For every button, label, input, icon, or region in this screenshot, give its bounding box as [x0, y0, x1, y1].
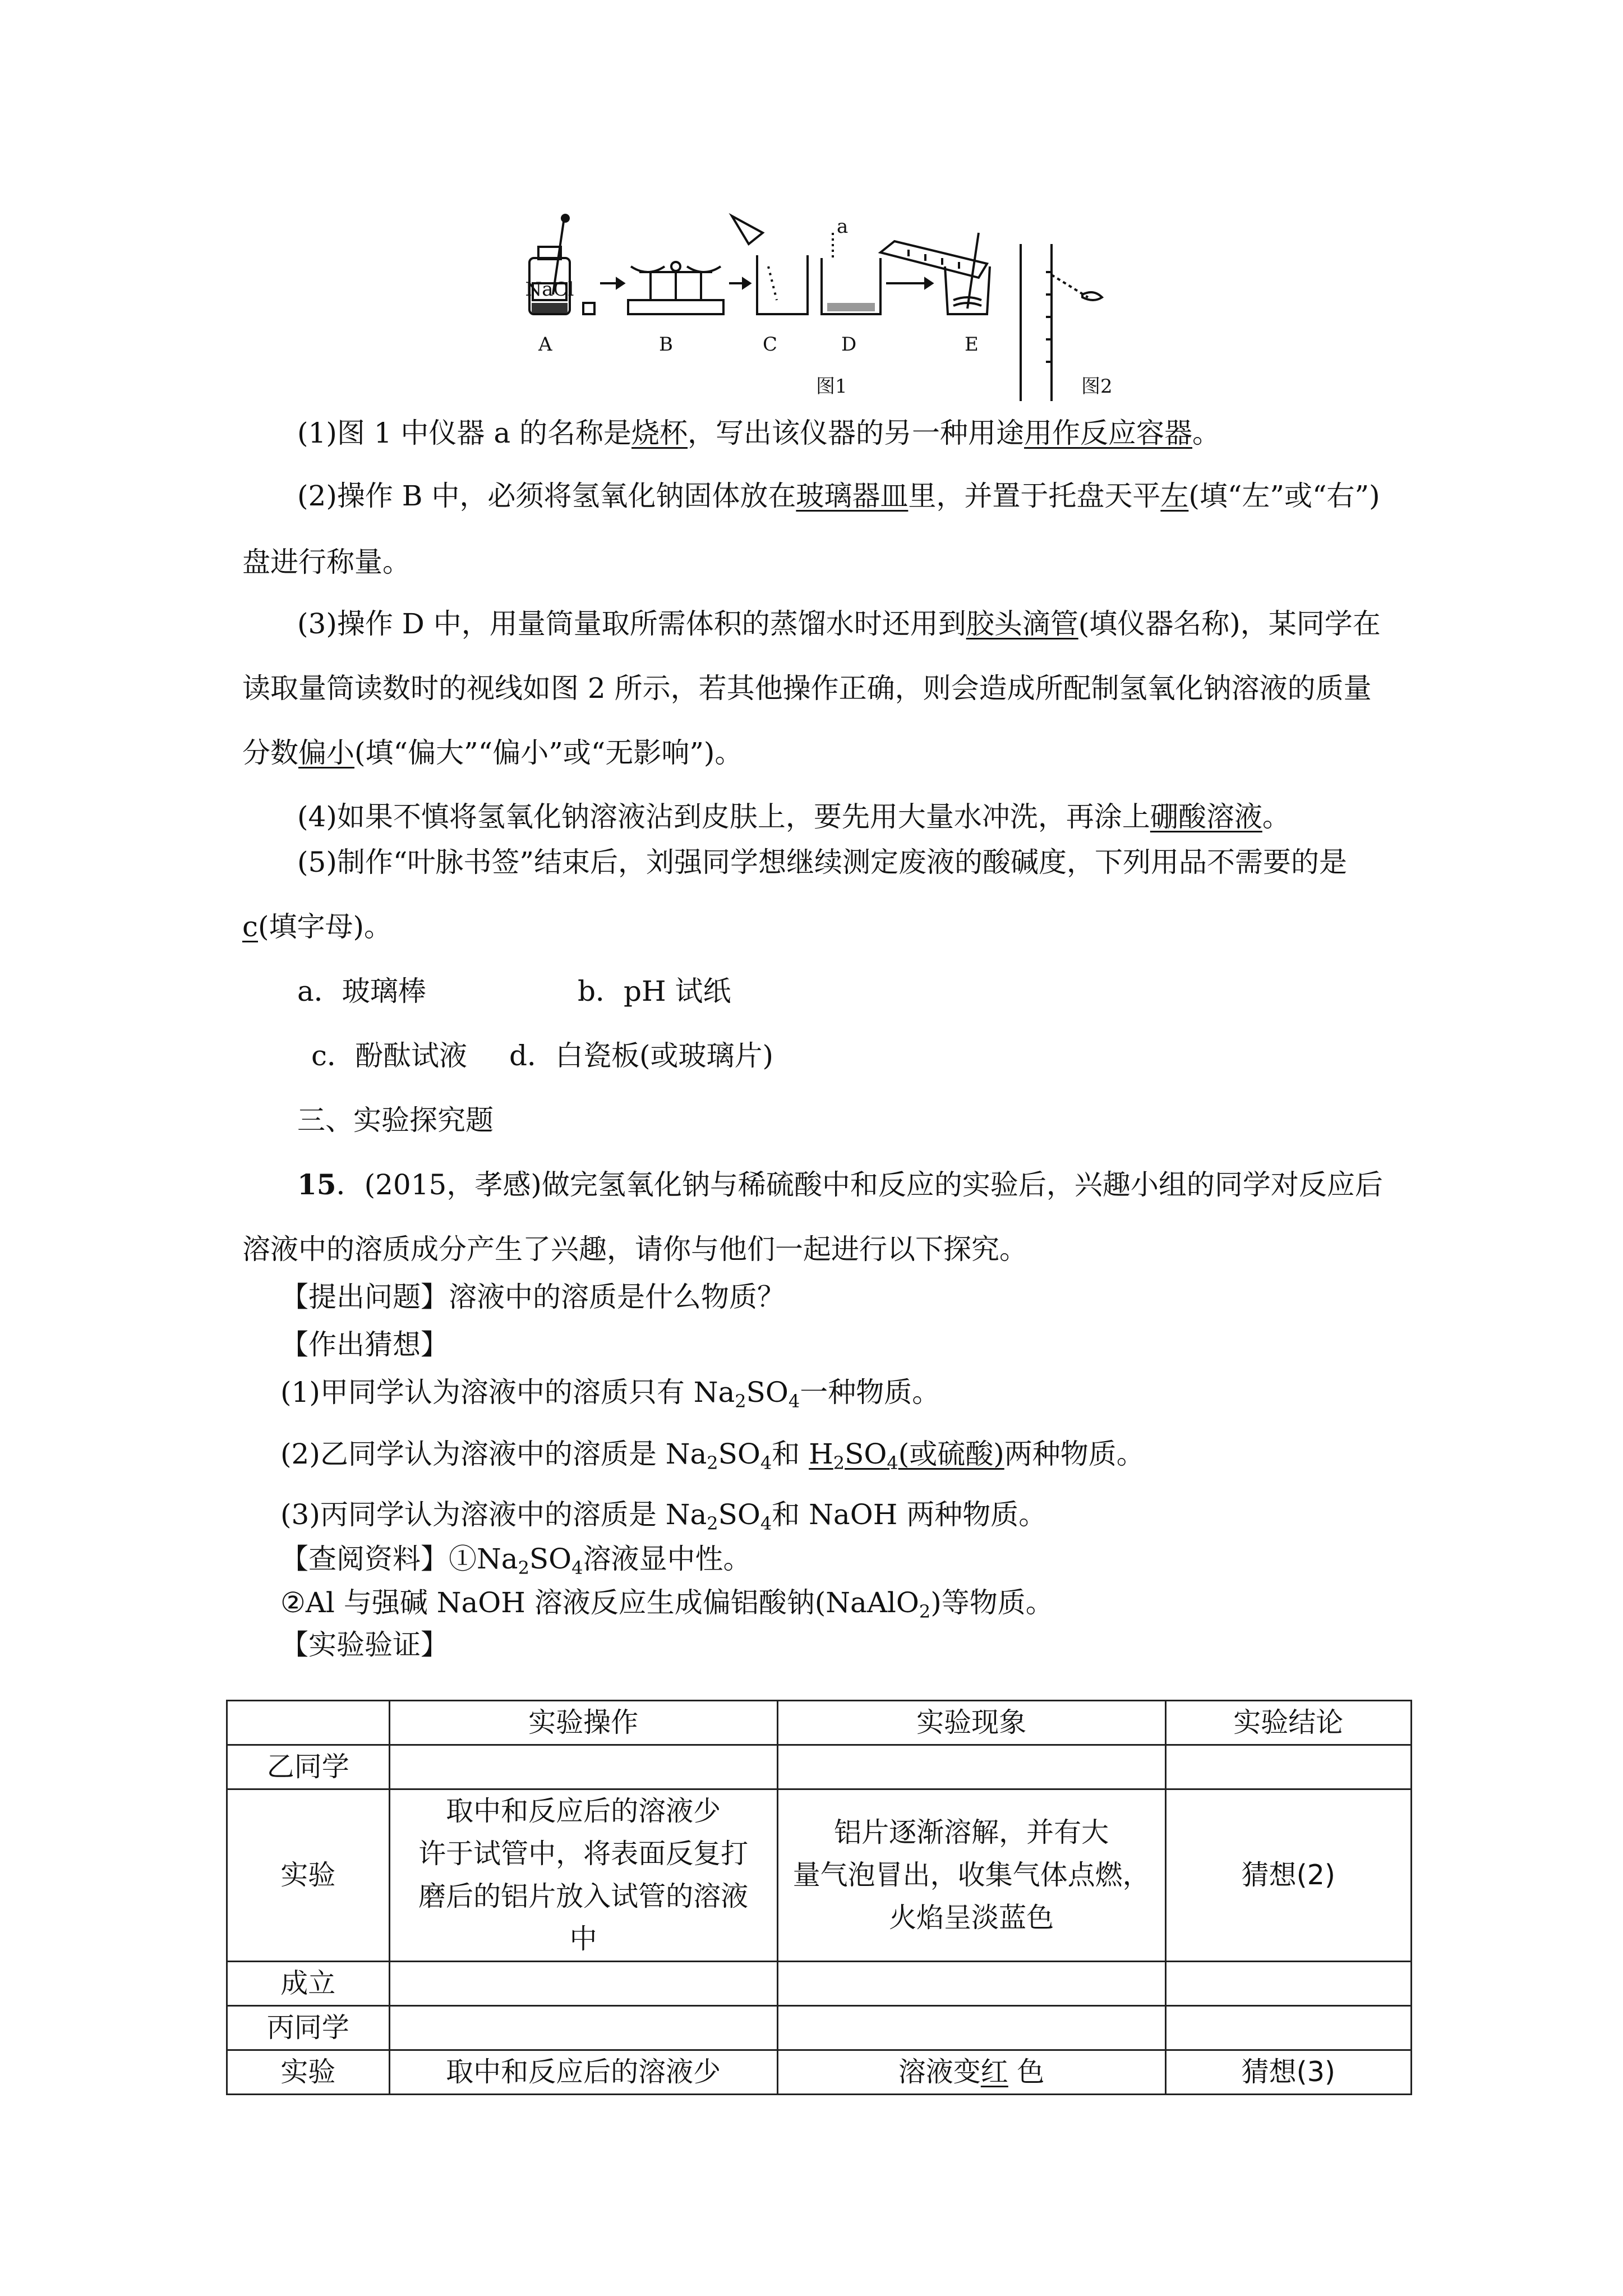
figure-e-beaker: [945, 233, 990, 314]
figure-a-pointer: a: [837, 215, 849, 238]
option-c: c．酚酞试液: [311, 1039, 468, 1072]
apparatus-figure: [522, 210, 1166, 407]
table-cell-conclusion: 猜想(2): [1165, 1789, 1411, 1962]
table-row: [227, 1962, 1412, 2006]
answer-guess-2: $H_2SO_4$(或硫酸): [809, 1438, 1004, 1474]
answer-2b: 左: [1160, 480, 1189, 512]
answer-color: 红: [980, 2056, 1008, 2088]
question-3-line2: 读取量筒读数时的视线如图 2 所示，若其他操作正确，则会造成所配制氢氧化钠溶液的质量: [242, 672, 1372, 705]
table-header: 实验结论: [1165, 1701, 1411, 1745]
option-d: d．白瓷板(或玻璃片): [509, 1039, 774, 1072]
table-row: [227, 2050, 1412, 2095]
figure-2-caption: 图2: [1081, 375, 1113, 398]
guess-3: (3)丙同学认为溶液中的溶质是 $Na_2SO_4$和 NaOH 两种物质。: [280, 1498, 1047, 1534]
nacl-label: NaCl: [525, 278, 574, 301]
question-2-line2: 盘进行称量。: [242, 546, 411, 578]
table-cell-operation: 取中和反应后的溶液少: [389, 2050, 777, 2095]
guess-1: (1)甲同学认为溶液中的溶质只有 $Na_2SO_4$一种物质。: [280, 1376, 940, 1412]
figure-label-e: E: [965, 333, 979, 356]
table-row: [227, 1789, 1412, 1962]
answer-3b: 偏小: [298, 737, 354, 769]
answer-3a: 胶头滴管: [966, 608, 1078, 640]
figure-label-d: D: [841, 333, 857, 356]
guess-2: (2)乙同学认为溶液中的溶质是 $Na_2SO_4$和 $H_2SO_4$(或硫酸)两种物质。: [280, 1438, 1145, 1474]
al-info: ②Al 与强碱 NaOH 溶液反应生成偏铝酸钠(NaAlO$_2$)等物质。: [280, 1586, 1054, 1622]
shiyan-yanzheng: 【实验验证】: [280, 1628, 449, 1661]
option-a: a．玻璃棒: [297, 975, 426, 1007]
figure-label-a: A: [538, 333, 552, 356]
table-cell-operation: 取中和反应后的溶液少 许于试管中，将表面反复打 磨后的铝片放入试管的溶液 中: [389, 1789, 777, 1962]
tichu-wenti: 【提出问题】溶液中的溶质是什么物质？: [280, 1281, 785, 1313]
table-header: [227, 1701, 390, 1745]
figure-d-beaker: [822, 233, 880, 314]
figure-label-b: B: [659, 333, 673, 356]
table-cell-phenomenon: 铝片逐渐溶解，并有大 量气泡冒出，收集气体点燃， 火焰呈淡蓝色: [777, 1789, 1165, 1962]
question-1: (1)图 1 中仪器 a 的名称是烧杯，写出该仪器的另一种用途用作反应容器。: [297, 417, 1221, 449]
figure-b-balance: [628, 262, 723, 314]
figure-1-caption: 图1: [816, 375, 847, 398]
figure-c-beaker: [732, 216, 808, 314]
answer-2a: 玻璃器皿: [796, 480, 909, 512]
chayue-ziliao: 【查阅资料】$①Na_2SO_4$溶液显中性。: [280, 1543, 751, 1579]
question-2: (2)操作 B 中，必须将氢氧化钠固体放在玻璃器皿里，并置于托盘天平左(填“左”或“右”): [297, 480, 1380, 512]
answer-4: 硼酸溶液: [1150, 800, 1262, 833]
table-header: 实验操作: [389, 1701, 777, 1745]
zuochu-caixiang: 【作出猜想】: [280, 1328, 449, 1361]
table-cell: 乙同学: [227, 1745, 390, 1789]
figure-cylinder: [880, 241, 987, 278]
question-5: (5)制作“叶脉书签”结束后，刘强同学想继续测定废液的酸碱度，下列用品不需要的是: [297, 846, 1347, 878]
table-cell-conclusion: 猜想(3): [1165, 2050, 1411, 2095]
table-cell-phenomenon: 溶液变红 色: [777, 2050, 1165, 2095]
question-5-line2: c(填字母)。: [242, 910, 393, 943]
table-cell: 实验: [227, 1789, 390, 1962]
table-cell: 丙同学: [227, 2006, 390, 2050]
option-b: b．pH 试纸: [578, 975, 731, 1007]
answer-5: c: [242, 910, 259, 943]
table-header-row: [227, 1701, 1412, 1745]
experiment-table: [226, 1700, 1412, 2095]
question-15-number: 15: [297, 1168, 336, 1201]
table-cell: 实验: [227, 2050, 390, 2095]
question-15-line2: 溶液中的溶质成分产生了兴趣，请你与他们一起进行以下探究。: [242, 1233, 1027, 1266]
table-row: [227, 1745, 1412, 1789]
table-row: [227, 2006, 1412, 2050]
question-3: (3)操作 D 中，用量筒量取所需体积的蒸馏水时还用到胶头滴管(填仪器名称)，某同学在: [297, 608, 1381, 640]
question-3-line3: 分数偏小(填“偏大”“偏小”或“无影响”)。: [242, 737, 743, 769]
table-cell: 成立: [227, 1962, 390, 2006]
figure-label-c: C: [763, 333, 778, 356]
table-header: 实验现象: [777, 1701, 1165, 1745]
answer-1b: 用作反应容器: [1024, 417, 1193, 449]
question-15: 15．(2015，孝感)做完氢氧化钠与稀硫酸中和反应的实验后，兴趣小组的同学对反应后: [297, 1168, 1383, 1201]
answer-1a: 烧杯: [631, 417, 688, 449]
section-3-title: 三、实验探究题: [297, 1104, 494, 1137]
question-4: (4)如果不慎将氢氧化钠溶液沾到皮肤上，要先用大量水冲洗，再涂上硼酸溶液。: [297, 800, 1290, 833]
